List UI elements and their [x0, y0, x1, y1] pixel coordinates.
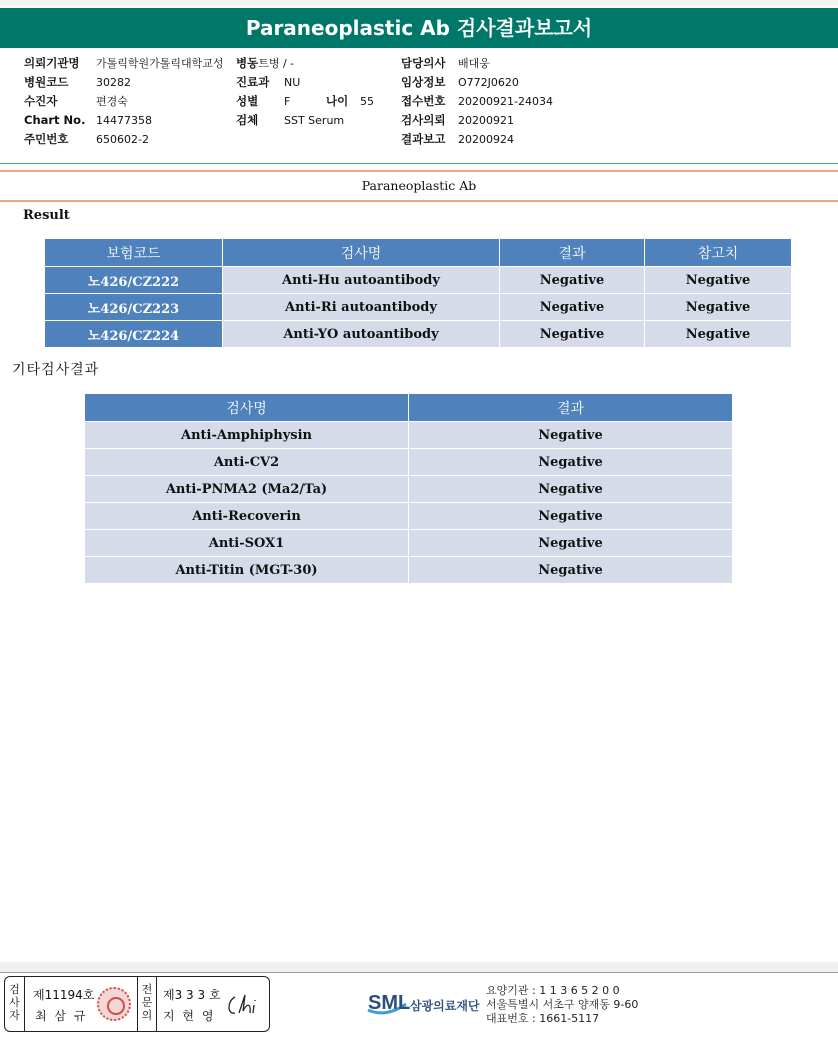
org-info-line: 대표번호 : 1661-5117	[486, 1012, 600, 1025]
signature-box	[4, 976, 270, 1032]
test-name-cell: Anti-Titin (MGT-30)	[85, 557, 409, 584]
info-value: 가톨릭학원가톨릭대학교성	[96, 57, 224, 70]
insurance-code-cell: 노426/CZ222	[45, 267, 223, 294]
table-row	[85, 476, 733, 503]
other-results-label: 기타검사결과	[12, 362, 100, 378]
result-cell: Negative	[409, 476, 733, 503]
insurance-code-cell: 노426/CZ224	[45, 321, 223, 348]
seal-stamp	[97, 987, 131, 1021]
info-row	[24, 111, 224, 130]
age-label: 나이	[326, 94, 349, 108]
result-cell: Negative	[409, 449, 733, 476]
specialist-label: 전문의	[137, 977, 157, 1031]
table-row	[45, 321, 792, 348]
info-mid	[236, 54, 374, 130]
info-label: 담당의사	[401, 56, 446, 70]
info-label: 의뢰기관명	[24, 56, 80, 70]
info-label: 임상정보	[401, 75, 446, 89]
info-value: 편경숙	[96, 95, 128, 108]
info-row	[401, 111, 553, 130]
table-row	[45, 267, 792, 294]
info-label: 병원코드	[24, 75, 69, 89]
info-row	[236, 54, 374, 73]
column-header: 결과	[500, 239, 645, 267]
info-label: 접수번호	[401, 94, 446, 108]
info-label: 주민번호	[24, 132, 69, 146]
info-value: O772J0620	[458, 76, 519, 89]
signature-mark	[223, 991, 265, 1021]
info-label: 검사의뢰	[401, 113, 446, 127]
table-header-row	[45, 239, 792, 267]
table-row	[85, 422, 733, 449]
table-row	[85, 530, 733, 557]
test-name-cell: Anti-Amphiphysin	[85, 422, 409, 449]
test-name-cell: Anti-YO autoantibody	[223, 321, 500, 348]
info-label: 결과보고	[401, 132, 446, 146]
info-row	[401, 130, 553, 149]
info-row	[24, 73, 224, 92]
test-name-cell: Anti-Hu autoantibody	[223, 267, 500, 294]
info-value: 20200924	[458, 133, 514, 146]
column-header: 결과	[409, 394, 733, 422]
age-value: 55	[360, 95, 374, 108]
table-row	[85, 503, 733, 530]
info-value: F	[284, 95, 291, 108]
section-title: Paraneoplastic Ab	[361, 178, 477, 193]
test-name-cell: Anti-PNMA2 (Ma2/Ta)	[85, 476, 409, 503]
top-strip	[0, 0, 838, 6]
result-cell: Negative	[409, 530, 733, 557]
column-header: 참고치	[645, 239, 792, 267]
result-cell: Negative	[409, 557, 733, 584]
table-row	[85, 449, 733, 476]
reference-cell: Negative	[645, 321, 792, 348]
insurance-code-cell: 노426/CZ223	[45, 294, 223, 321]
specialist-name: 지 현 영	[163, 1009, 216, 1023]
divider	[0, 200, 838, 202]
info-row	[24, 92, 224, 111]
test-name-cell: Anti-SOX1	[85, 530, 409, 557]
info-row	[236, 73, 374, 92]
info-row	[401, 73, 553, 92]
info-value: 30282	[96, 76, 131, 89]
info-label: 성별	[236, 94, 259, 108]
other-results-table	[84, 393, 733, 584]
result-cell: Negative	[500, 321, 645, 348]
info-left	[24, 54, 224, 149]
table-row	[45, 294, 792, 321]
info-row	[401, 92, 553, 111]
report-title: Paraneoplastic Ab 검사결과보고서	[0, 8, 838, 48]
info-label: 진료과	[236, 75, 270, 89]
specialist-license-no: 제3 3 3 호	[163, 988, 221, 1002]
svg-text:SML: SML	[368, 992, 411, 1014]
info-row	[24, 130, 224, 149]
column-header: 검사명	[223, 239, 500, 267]
foundation-name: 삼광의료재단	[410, 999, 480, 1013]
divider	[0, 170, 838, 172]
info-row	[236, 92, 374, 111]
org-info-line: 서울특별시 서초구 양재동 9-60	[486, 998, 639, 1011]
info-row	[236, 111, 374, 130]
column-header: 보험코드	[45, 239, 223, 267]
tester-license-no: 제11194호	[33, 988, 95, 1002]
info-right	[401, 54, 553, 149]
info-label: Chart No.	[24, 113, 86, 127]
result-cell: Negative	[500, 294, 645, 321]
info-value: NU	[284, 76, 301, 89]
info-value: 650602-2	[96, 133, 149, 146]
table-header-row	[85, 394, 733, 422]
result-cell: Negative	[409, 422, 733, 449]
result-table	[44, 238, 792, 348]
info-value: 14477358	[96, 114, 152, 127]
organization-info	[486, 984, 638, 1026]
footer-divider	[0, 962, 838, 973]
info-value: 배대웅	[458, 57, 490, 70]
divider	[0, 163, 838, 164]
org-info-line: 요양기관 : 1 1 3 6 5 2 0 0	[486, 984, 620, 997]
tester-label: 검사자	[5, 977, 25, 1031]
tester-name: 최 삼 규	[35, 1009, 88, 1023]
column-header: 검사명	[85, 394, 409, 422]
result-cell: Negative	[409, 503, 733, 530]
info-label: 검체	[236, 113, 259, 127]
test-name-cell: Anti-CV2	[85, 449, 409, 476]
test-name-cell: Anti-Ri autoantibody	[223, 294, 500, 321]
info-value: 20200921-24034	[458, 95, 553, 108]
result-cell: Negative	[500, 267, 645, 294]
info-row	[24, 54, 224, 73]
table-row	[85, 557, 733, 584]
reference-cell: Negative	[645, 267, 792, 294]
info-value: 트병 / -	[258, 57, 295, 70]
test-name-cell: Anti-Recoverin	[85, 503, 409, 530]
result-label: Result	[23, 208, 70, 223]
info-value: SST Serum	[284, 114, 345, 127]
reference-cell: Negative	[645, 294, 792, 321]
info-label: 병동	[236, 56, 259, 70]
info-value: 20200921	[458, 114, 514, 127]
info-row	[401, 54, 553, 73]
info-label: 수진자	[24, 94, 58, 108]
